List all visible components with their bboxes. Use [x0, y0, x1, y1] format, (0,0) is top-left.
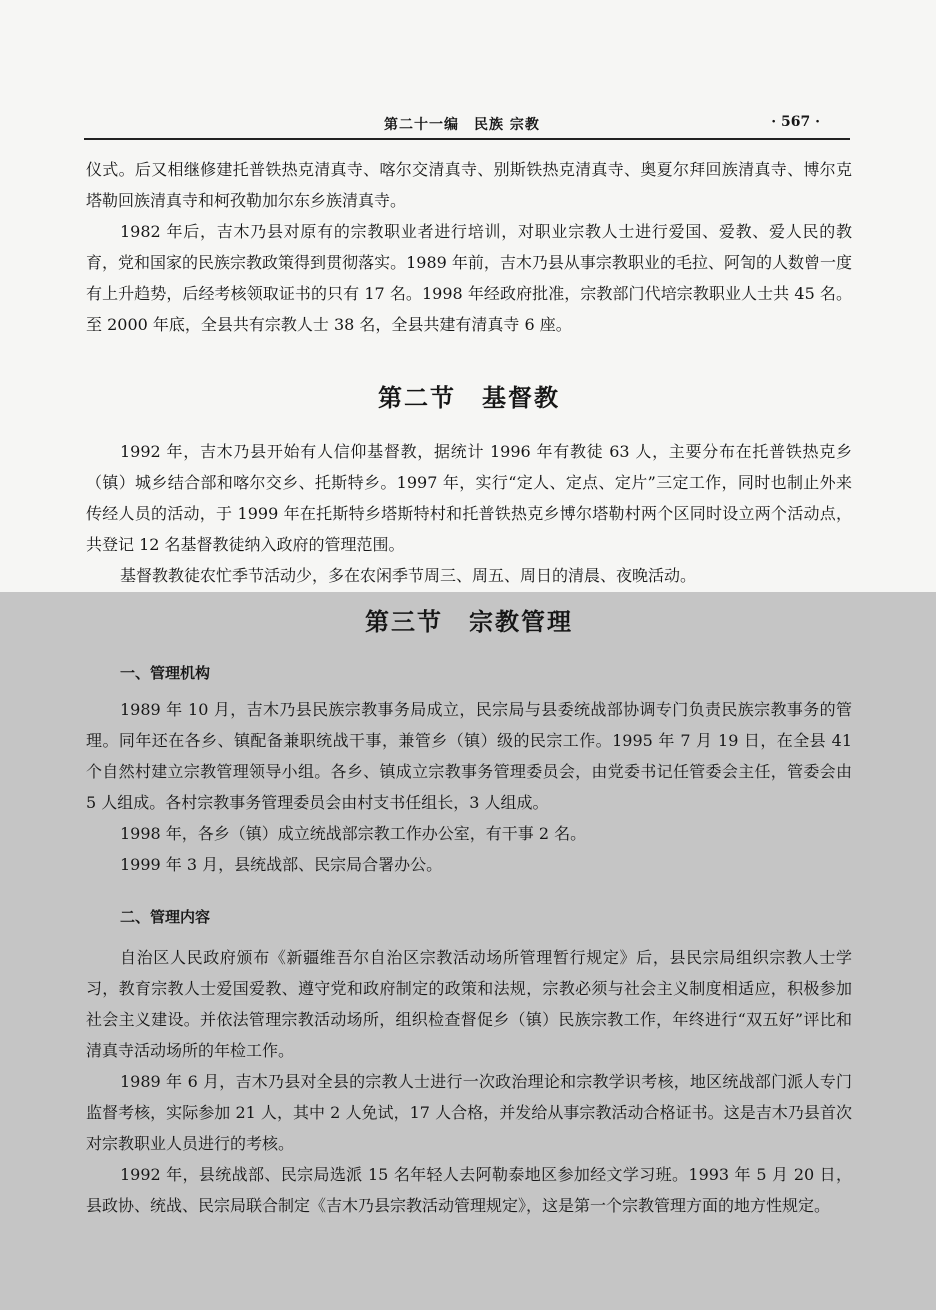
subsection-title-content: 二、管理内容: [120, 908, 211, 926]
paragraph: 1982 年后，吉木乃县对原有的宗教职业者进行培训，对职业宗教人士进行爱国、爱教、爱人民的教育，党和国家的民族宗教政策得到贯彻落实。1989 年前，吉木乃县从事宗教职业的毛拉、阿訇的人数曾一度有上升趋势，后经考核领取证书的只有 17 名。1998 年经政府批准，宗教部门代培宗教职业人士共 45 名。至 2000 年底，全县共有宗教人士 38 名，全县共建有清真寺 6 座。: [86, 222, 852, 334]
paragraph: 1999 年 3 月，县统战部、民宗局合署办公。: [120, 855, 443, 874]
paragraph: 1992 年，县统战部、民宗局选派 15 名年轻人去阿勒泰地区参加经文学习班。1993 年 5 月 20 日，县政协、统战、民宗局联合制定《吉木乃县宗教活动管理规定》，这是第一个宗教管理方面的地方性规定。: [86, 1165, 852, 1215]
paragraph: 1989 年 10 月，吉木乃县民族宗教事务局成立，民宗局与县委统战部协调专门负责民族宗教事务的管理。同年还在各乡、镇配备兼职统战干事，兼管乡（镇）级的民宗工作。1995 年 7 月 19 日，在全县 41 个自然村建立宗教管理领导小组。各乡、镇成立宗教事务管理委员会，由党委书记任管委会主任，管委会由 5 人组成。各村宗教事务管理委员会由村支书任组长，3 人组成。: [86, 700, 852, 812]
section-title-christianity: 第二节 基督教: [378, 383, 560, 412]
subsection-organization-body: [86, 694, 852, 880]
paragraph: 仪式。后又相继修建托普铁热克清真寺、喀尔交清真寺、别斯铁热克清真寺、奥夏尔拜回族清真寺、博尔克塔勒回族清真寺和柯孜勒加尔东乡族清真寺。: [86, 160, 852, 210]
paragraph: 自治区人民政府颁布《新疆维吾尔自治区宗教活动场所管理暂行规定》后，县民宗局组织宗教人士学习，教育宗教人士爱国爱教、遵守党和政府制定的政策和法规，宗教必须与社会主义制度相适应，积极参加社会主义建设。并依法管理宗教活动场所，组织检查督促乡（镇）民族宗教工作，年终进行“双五好”评比和清真寺活动场所的年检工作。: [86, 948, 852, 1060]
running-header: [84, 112, 850, 138]
continued-text-block: [86, 154, 852, 340]
running-header-title: 第二十一编 民族 宗教: [384, 117, 540, 133]
section-christianity-body: [86, 436, 852, 591]
paragraph: 1998 年，各乡（镇）成立统战部宗教工作办公室，有干事 2 名。: [120, 824, 587, 843]
subsection-content-body: [86, 942, 852, 1221]
subsection-title-organization: 一、管理机构: [120, 664, 211, 682]
paragraph: 基督教教徒农忙季节活动少，多在农闲季节周三、周五、周日的清晨、夜晚活动。: [120, 566, 697, 585]
header-rule: [84, 138, 850, 140]
paragraph: 1989 年 6 月，吉木乃县对全县的宗教人士进行一次政治理论和宗教学识考核，地区统战部门派人专门监督考核，实际参加 21 人，其中 2 人免试，17 人合格，并发给从事宗教活动合格证书。这是吉木乃县首次对宗教职业人员进行的考核。: [86, 1072, 852, 1153]
section-title-religious-management: 第三节 宗教管理: [365, 607, 573, 636]
page-number: · 567 ·: [771, 114, 820, 130]
paragraph: 1992 年，吉木乃县开始有人信仰基督教，据统计 1996 年有教徒 63 人，主要分布在托普铁热克乡（镇）城乡结合部和喀尔交乡、托斯特乡。1997 年，实行“定人、定点、定片”三定工作，同时也制止外来传经人员的活动，于 1999 年在托斯特乡塔斯特村和托普铁热克乡博尔塔勒村两个区同时设立两个活动点，共登记 12 名基督教徒纳入政府的管理范围。: [86, 442, 852, 554]
